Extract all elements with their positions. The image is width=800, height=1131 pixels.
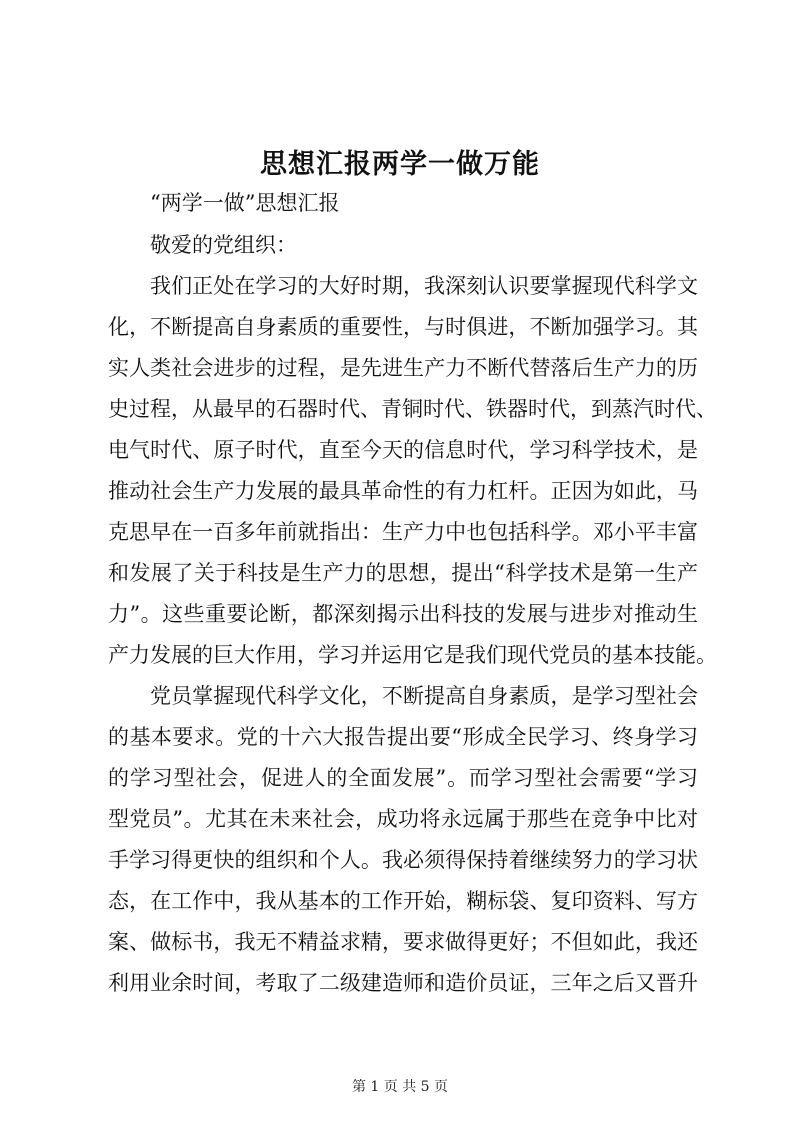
- page-footer: 第 1 页 共 5 页: [351, 1079, 449, 1095]
- paragraph-line: 党员掌握现代科学文化，不断提高自身素质，是学习型社会: [150, 684, 698, 708]
- paragraph-line: 力”。这些重要论断，都深刻揭示出科技的发展与进步对推动生: [108, 602, 698, 626]
- paragraph-line: 案、做标书，我无不精益求精，要求做得更好；不但如此，我还: [108, 930, 698, 954]
- salutation: 敬爱的党组织：: [150, 233, 297, 257]
- paragraph-line: 电气时代、原子时代，直至今天的信息时代，学习科学技术，是: [108, 438, 698, 462]
- document-title: 思想汇报两学一做万能: [260, 149, 540, 180]
- paragraph-line: 克思早在一百多年前就指出：生产力中也包括科学。邓小平丰富: [108, 520, 698, 544]
- paragraph-line: 利用业余时间，考取了二级建造师和造价员证，三年之后又晋升: [108, 971, 698, 995]
- paragraph-line: 的基本要求。党的十六大报告提出要“形成全民学习、终身学习: [108, 725, 698, 749]
- paragraph-line: 我们正处在学习的大好时期，我深刻认识要掌握现代科学文: [150, 274, 698, 298]
- paragraph-line: 手学习得更快的组织和个人。我必须得保持着继续努力的学习状: [108, 848, 698, 872]
- paragraph-line: 产力发展的巨大作用，学习并运用它是我们现代党员的基本技能。: [108, 643, 717, 667]
- paragraph-line: 推动社会生产力发展的最具革命性的有力杠杆。正因为如此，马: [108, 479, 698, 503]
- paragraph-line: 化，不断提高自身素质的重要性，与时俱进，不断加强学习。其: [108, 315, 698, 339]
- paragraph-line: 史过程，从最早的石器时代、青铜时代、铁器时代，到蒸汽时代、: [108, 397, 717, 421]
- subtitle: “两学一做”思想汇报: [150, 191, 340, 215]
- paragraph-line: 态，在工作中，我从基本的工作开始，糊标袋、复印资料、写方: [108, 889, 698, 913]
- paragraph-line: 型党员”。尤其在未来社会，成功将永远属于那些在竞争中比对: [108, 807, 698, 831]
- paragraph-line: 和发展了关于科技是生产力的思想，提出“科学技术是第一生产: [108, 561, 698, 585]
- paragraph-line: 实人类社会进步的过程，是先进生产力不断代替落后生产力的历: [108, 356, 698, 380]
- paragraph-line: 的学习型社会，促进人的全面发展”。而学习型社会需要“学习: [108, 766, 698, 790]
